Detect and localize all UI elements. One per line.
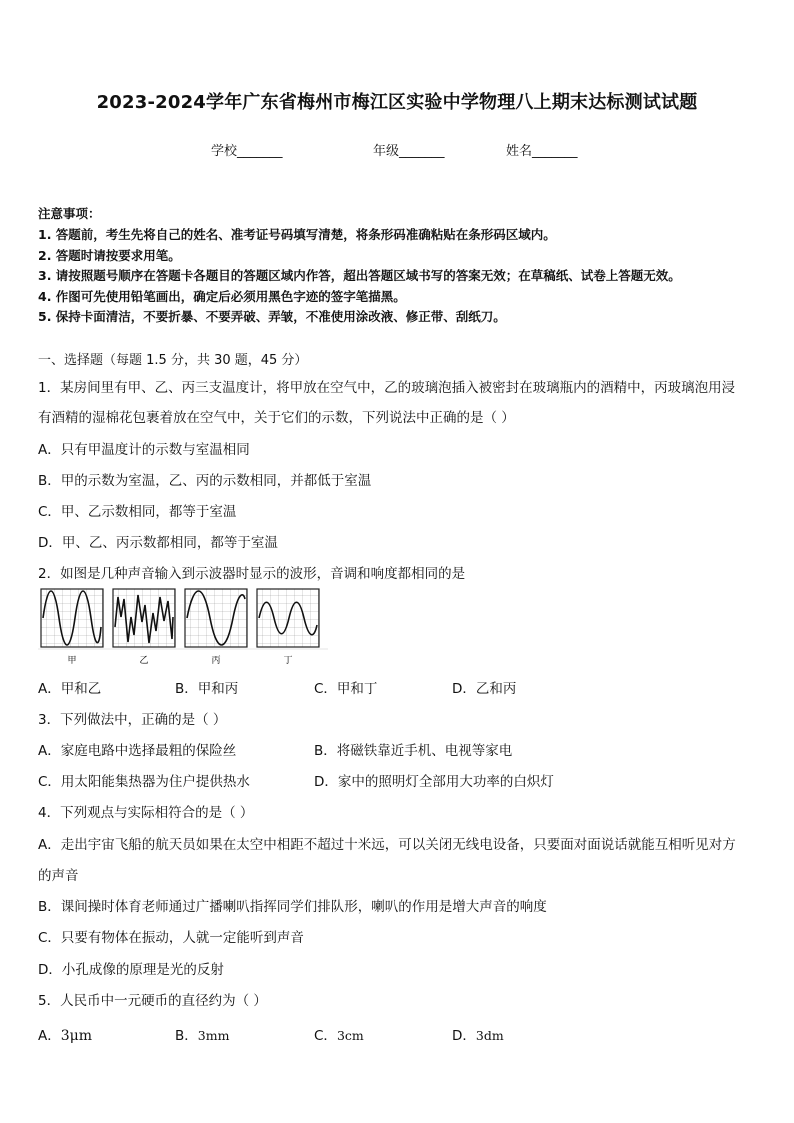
question-4-stem: 4．下列观点与实际相符合的是（ ） (38, 805, 254, 821)
q4-option-c: C．只要有物体在振动，人就一定能听到声音 (38, 930, 304, 946)
name-field: 姓名_______ (506, 144, 578, 159)
question-2-stem: 2．如图是几种声音输入到示波器时显示的波形，音调和响度都相同的是 (38, 566, 466, 582)
question-3-stem: 3．下列做法中，正确的是（ ） (38, 712, 227, 728)
note-item: 1. 答题前，考生先将自己的姓名、准考证号码填写清楚，将条形码准确粘贴在条形码区域内。 (38, 227, 556, 242)
note-item: 3. 请按照题号顺序在答题卡各题目的答题区域内作答，超出答题区域书写的答案无效；在草稿纸、试卷上答题无效。 (38, 268, 681, 283)
note-item: 2. 答题时请按要求用笔。 (38, 248, 181, 263)
q5-option-d-letter: D． (452, 1028, 476, 1044)
question-5-stem: 5．人民币中一元硬币的直径约为（ ） (38, 993, 267, 1009)
q1-option-a: A．只有甲温度计的示数与室温相同 (38, 442, 250, 458)
waveform-panel-yi (113, 589, 175, 647)
q1-option-c: C．甲、乙示数相同，都等于室温 (38, 504, 237, 520)
question-1-stem: 1．某房间里有甲、乙、丙三支温度计，将甲放在空气中，乙的玻璃泡插入被密封在玻璃瓶内的酒精中，丙玻璃泡用浸 (38, 380, 736, 396)
q5-option-d (452, 1024, 504, 1044)
section-heading: 一、选择题（每题 1.5 分，共 30 题，45 分） (38, 353, 308, 368)
q5-option-a-value: 3μm (60, 1028, 93, 1044)
question-1-stem-cont: 有酒精的湿棉花包裹着放在空气中，关于它们的示数，下列说法中正确的是（ ） (38, 410, 515, 426)
q4-option-b: B．课间操时体育老师通过广播喇叭指挥同学们排队形，喇叭的作用是增大声音的响度 (38, 899, 547, 915)
q4-option-a-cont: 的声音 (38, 868, 79, 884)
waveform-panel-jia (41, 589, 103, 647)
note-item: 4. 作图可先使用铅笔画出，确定后必须用黑色字迹的签字笔描黑。 (38, 289, 406, 304)
waveform-label-yi: 乙 (139, 656, 149, 666)
q3-option-d: D．家中的照明灯全部用大功率的白炽灯 (314, 774, 554, 790)
q3-option-b: B．将磁铁靠近手机、电视等家电 (314, 743, 513, 759)
q4-option-a: A．走出宇宙飞船的航天员如果在太空中相距不超过十米远，可以关闭无线电设备，只要面对面说话就能互相听见对方 (38, 837, 736, 853)
q5-option-b-value: 3mm (197, 1028, 230, 1043)
note-item: 5. 保持卡面清洁，不要折暴、不要弄破、弄皱，不准使用涂改液、修正带、刮纸刀。 (38, 309, 506, 324)
q2-option-c: C．甲和丁 (314, 681, 378, 697)
q3-option-a: A．家庭电路中选择最粗的保险丝 (38, 743, 237, 759)
waveform-panel-ding (257, 589, 319, 647)
q4-option-d: D．小孔成像的原理是光的反射 (38, 962, 224, 978)
waveform-label-jia: 甲 (67, 656, 77, 666)
waveform-label-bing: 丙 (211, 656, 221, 666)
oscilloscope-figure (38, 587, 328, 667)
notes-heading: 注意事项： (38, 206, 101, 221)
q5-option-c (314, 1024, 364, 1044)
waveform-label-ding: 丁 (283, 656, 293, 666)
school-field: 学校_______ (211, 144, 283, 159)
q3-option-c: C．用太阳能集热器为住户提供热水 (38, 774, 250, 790)
q5-option-c-value: 3cm (336, 1028, 364, 1043)
q5-option-a-letter: A． (38, 1028, 61, 1044)
q5-option-b (175, 1024, 229, 1044)
q5-option-a (38, 1024, 92, 1044)
q5-option-c-letter: C． (314, 1028, 337, 1044)
waveform-panel-bing (185, 589, 247, 647)
q2-option-d: D．乙和丙 (452, 681, 517, 697)
page-title: 2023-2024学年广东省梅州市梅江区实验中学物理八上期末达标测试试题 (96, 92, 698, 113)
q5-option-b-letter: B． (175, 1028, 198, 1044)
q2-option-b: B．甲和丙 (175, 681, 239, 697)
q2-option-a: A．甲和乙 (38, 681, 102, 697)
grade-field: 年级_______ (373, 144, 445, 159)
q1-option-b: B．甲的示数为室温，乙、丙的示数相同，并都低于室温 (38, 473, 372, 489)
q5-option-d-value: 3dm (475, 1028, 504, 1043)
q1-option-d: D．甲、乙、丙示数都相同，都等于室温 (38, 535, 278, 551)
